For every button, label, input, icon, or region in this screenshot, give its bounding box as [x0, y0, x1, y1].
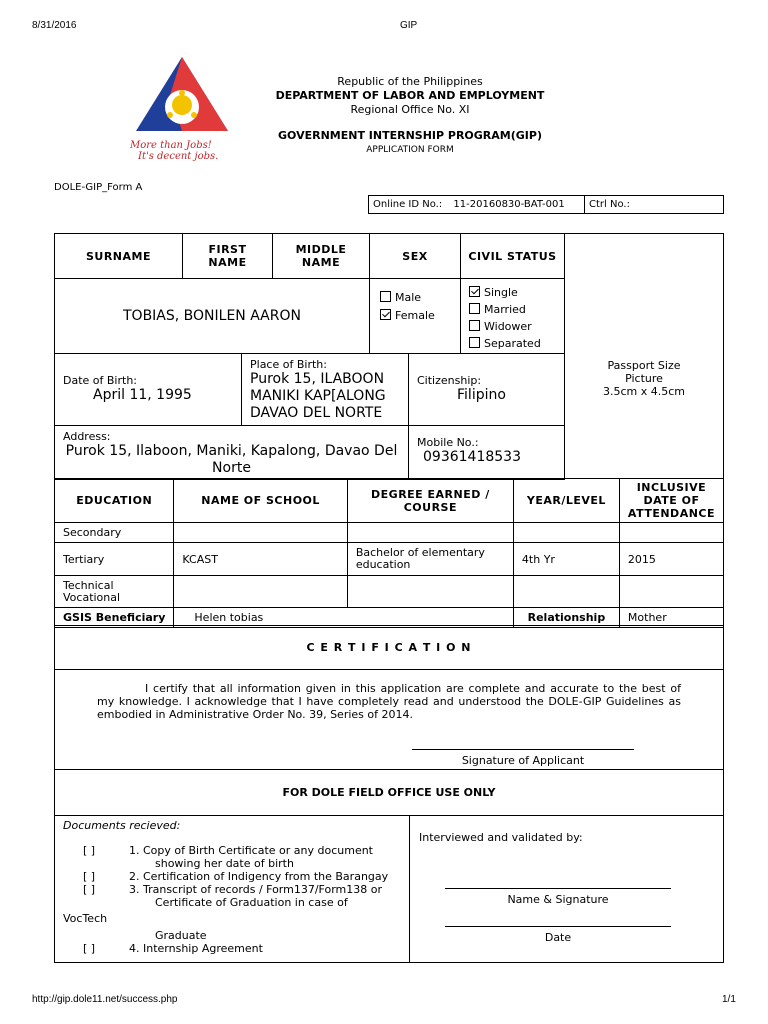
ctrl-no-label: Ctrl No.:: [589, 199, 630, 210]
print-title: GIP: [400, 20, 418, 31]
edu-level: Secondary: [55, 523, 174, 543]
table-row: [55, 576, 724, 608]
citizenship-value: Filipino: [457, 387, 506, 403]
col-surname: SURNAME: [54, 233, 183, 279]
edu-level: Tertiary: [55, 543, 174, 576]
doc-item-voctech: VocTech: [63, 912, 108, 925]
civil-status-cell: [460, 278, 565, 354]
edu-year: [513, 523, 619, 543]
date-label: Date: [544, 931, 572, 944]
dob-value: April 11, 1995: [93, 387, 192, 403]
interviewed-label: Interviewed and validated by:: [419, 831, 583, 844]
dole-logo: [130, 55, 230, 170]
documents-received-label: Documents recieved: [63, 819, 177, 832]
edu-degree: [347, 576, 513, 608]
doc-item-1[interactable]: [ ] 1. Copy of Birth Certificate or any document: [83, 844, 373, 857]
photo-label-2: Picture: [625, 371, 663, 385]
edu-degree: [347, 523, 513, 543]
office-use-title: FOR DOLE FIELD OFFICE USE ONLY: [54, 769, 724, 816]
doc-item-voctech-cont: Graduate: [155, 929, 207, 942]
sex-cell: [369, 278, 461, 354]
form-title: APPLICATION FORM: [366, 145, 454, 155]
personal-info-section: [54, 233, 724, 479]
sex-option-female[interactable]: Female: [380, 307, 450, 325]
col-middle-name: MIDDLE NAME: [272, 233, 370, 279]
address-value: Purok 15, Ilaboon, Maniki, Kapalong, Davao Del Norte: [65, 443, 398, 476]
edu-dates: [619, 576, 723, 608]
office-use-section: Documents recieved: [ ] 1. Copy of Birth Certificate or any document showing her date of birth [ ] 2. Certification of Indigency from the Barangay [ ] 3. Transcript of records / Form137/Form138 or Certificate of Graduation in case of VocTech Graduate [ ] 4. Internship Agreement Interviewed and validated by: Name & Signature Date: [54, 815, 724, 963]
doc-item-3[interactable]: [ ] 3. Transcript of records / Form137/Form138 or: [83, 883, 383, 896]
male-checkbox[interactable]: [380, 291, 391, 302]
edu-dates: 2015: [619, 543, 723, 576]
online-id-box: [368, 195, 724, 214]
doc-item-4[interactable]: [ ] 4. Internship Agreement: [83, 942, 263, 955]
relationship-value: Mother: [619, 608, 723, 628]
online-id-label: Online ID No.:: [373, 199, 443, 210]
signature-label: Signature of Applicant: [461, 754, 585, 767]
relationship-label: Relationship: [513, 608, 619, 628]
table-row: [55, 543, 724, 576]
regional-office: Regional Office No. XI: [350, 103, 470, 116]
print-date: 8/31/2016: [32, 20, 77, 31]
pob-value: Purok 15, ILABOON MANIKI KAP[ALONG DAVAO DEL NORTE: [250, 371, 386, 421]
sex-option-male[interactable]: Male: [380, 289, 450, 307]
citizenship-label: Citizenship:: [417, 374, 482, 387]
beneficiary-name: Helen tobias: [174, 608, 514, 628]
citizenship-cell: [408, 353, 565, 426]
date-line[interactable]: [445, 926, 671, 944]
address-cell: [54, 425, 409, 480]
republic-text: Republic of the Philippines: [337, 75, 483, 88]
doc-item-1-cont: showing her date of birth: [155, 857, 294, 870]
pob-cell: [241, 353, 409, 426]
edu-col-school: NAME OF SCHOOL: [174, 479, 347, 523]
doc-item-3-cont: Certificate of Graduation in case of: [155, 896, 348, 909]
logo-tagline-2: It's decent jobs.: [138, 151, 219, 162]
separated-checkbox[interactable]: [469, 337, 480, 348]
edu-dates: [619, 523, 723, 543]
beneficiary-label: GSIS Beneficiary: [55, 608, 174, 628]
dob-label: Date of Birth:: [63, 374, 138, 387]
edu-year: 4th Yr: [513, 543, 619, 576]
applicant-name: TOBIAS, BONILEN AARON: [123, 308, 301, 324]
single-checkbox[interactable]: [469, 286, 480, 297]
mobile-cell: [408, 425, 565, 480]
edu-col-year: YEAR/LEVEL: [513, 479, 619, 523]
department-title: DEPARTMENT OF LABOR AND EMPLOYMENT: [275, 89, 545, 102]
certification-section: [54, 625, 724, 770]
certification-title: C E R T I F I C A T I O N: [55, 626, 723, 670]
edu-school: [174, 576, 347, 608]
address-label: Address:: [63, 430, 111, 443]
applicant-signature-line[interactable]: [412, 749, 634, 767]
widower-checkbox[interactable]: [469, 320, 480, 331]
passport-photo-box: [564, 278, 724, 478]
certification-text: I certify that all information given in this application are complete and accurate to the best of my knowledge. I acknowledge that I have completely read and understood the DOLE-GIP Guidelines as embodied in Administrative Order No. 39, Series of 2014.: [97, 682, 681, 721]
name-signature-label: Name & Signature: [507, 893, 609, 906]
civil-option-single[interactable]: Single: [469, 284, 556, 301]
edu-col-education: EDUCATION: [55, 479, 174, 523]
page-url[interactable]: http://gip.dole11.net/success.php: [32, 994, 178, 1005]
edu-degree: Bachelor of elementary education: [347, 543, 513, 576]
married-checkbox[interactable]: [469, 303, 480, 314]
edu-school: KCAST: [174, 543, 347, 576]
mobile-value: 09361418533: [423, 449, 521, 465]
name-cell: [54, 278, 370, 354]
female-checkbox[interactable]: [380, 309, 391, 320]
education-table: [54, 478, 724, 628]
edu-year: [513, 576, 619, 608]
table-row: [55, 523, 724, 543]
edu-col-dates: INCLUSIVE DATE OF ATTENDANCE: [619, 479, 723, 523]
edu-school: [174, 523, 347, 543]
doc-item-2[interactable]: [ ] 2. Certification of Indigency from the Barangay: [83, 870, 389, 883]
online-id-value: 11-20160830-BAT-001: [453, 199, 565, 210]
col-sex: SEX: [369, 233, 461, 279]
mobile-label: Mobile No.:: [417, 436, 479, 449]
photo-label-1: Passport Size: [607, 358, 681, 372]
dob-cell: [54, 353, 242, 426]
form-code: DOLE-GIP_Form A: [54, 182, 143, 193]
name-signature-line[interactable]: [445, 888, 671, 906]
documents-list: [55, 844, 409, 955]
page-number: 1/1: [722, 994, 736, 1005]
edu-level: Technical Vocational: [55, 576, 174, 608]
logo-tagline-1: More than Jobs!: [130, 140, 212, 151]
col-first-name: FIRST NAME: [182, 233, 273, 279]
photo-label-3: 3.5cm x 4.5cm: [602, 384, 686, 398]
dole-triangle-icon: [130, 55, 230, 135]
pob-label: Place of Birth:: [250, 358, 327, 371]
program-title: GOVERNMENT INTERNSHIP PROGRAM(GIP): [278, 129, 542, 142]
civil-option-separated[interactable]: Separated: [469, 335, 556, 352]
col-civil-status: CIVIL STATUS: [460, 233, 565, 279]
civil-option-married[interactable]: Married: [469, 301, 556, 318]
edu-col-degree: DEGREE EARNED / COURSE: [347, 479, 513, 523]
civil-option-widower[interactable]: Widower: [469, 318, 556, 335]
